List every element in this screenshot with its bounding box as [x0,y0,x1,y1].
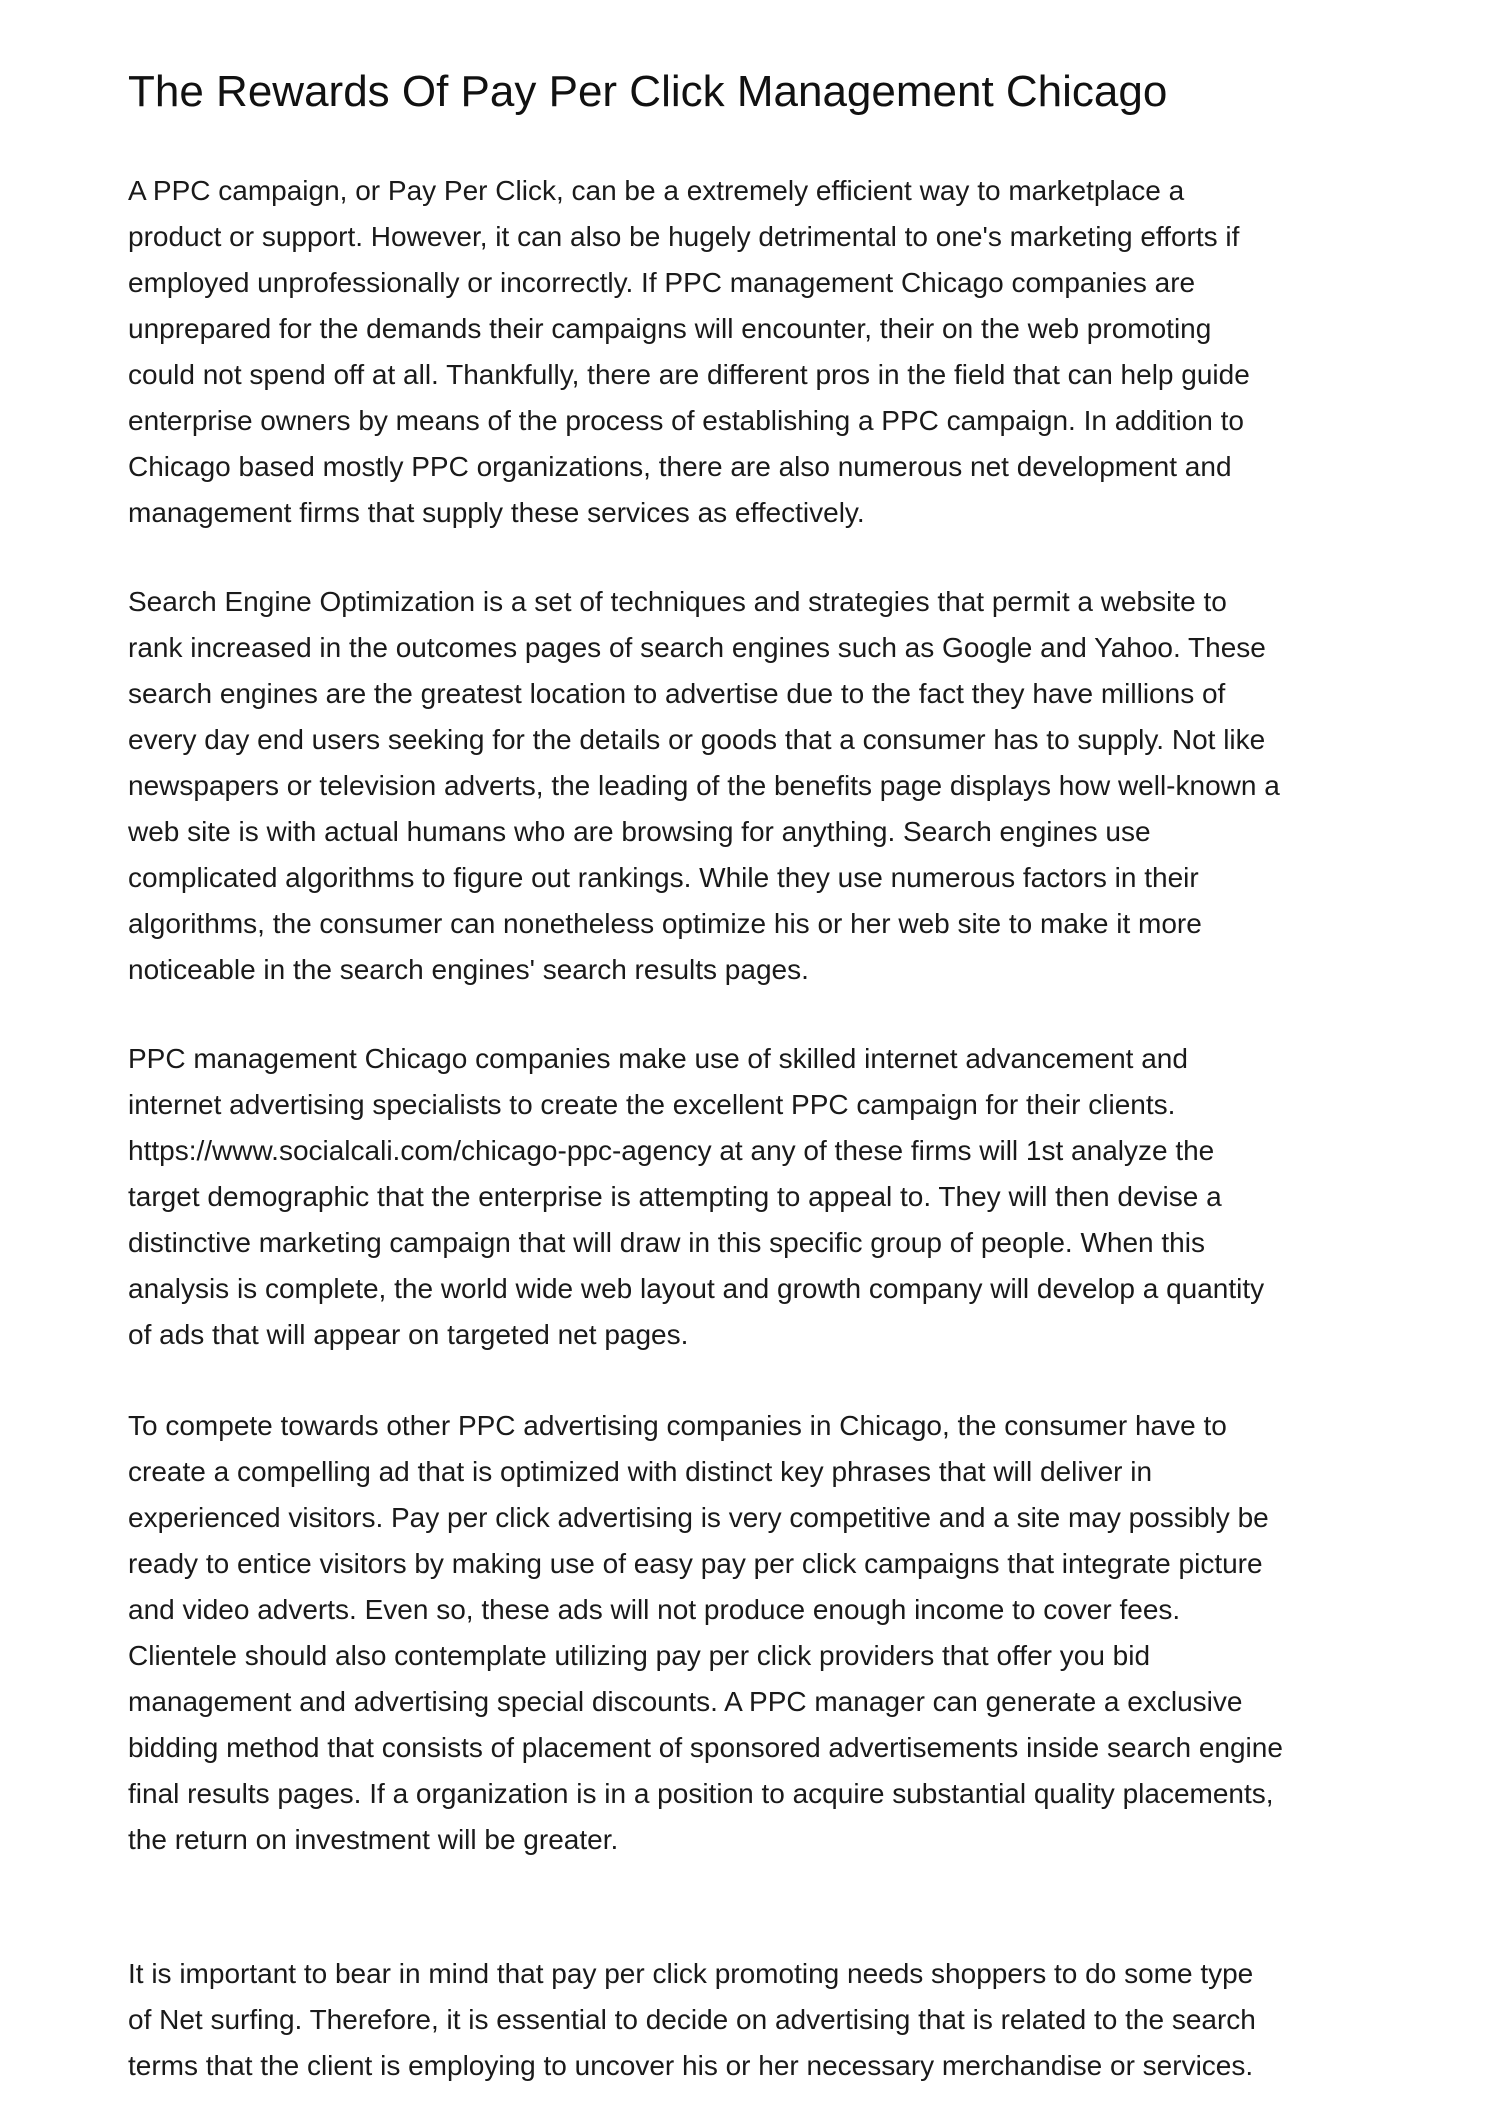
paragraph-line: internet advertising specialists to create the excellent PPC campaign for their clients. [128,1089,1176,1120]
paragraph-line: complicated algorithms to figure out rankings. While they use numerous factors in their [128,862,1199,893]
paragraph-line: unprepared for the demands their campaigns will encounter, their on the web promoting [128,313,1212,344]
paragraph-line: every day end users seeking for the details or goods that a consumer has to supply. Not like [128,724,1266,755]
paragraph-line: algorithms, the consumer can nonetheless optimize his or her web site to make it more [128,908,1202,939]
paragraph-line: It is important to bear in mind that pay per click promoting needs shoppers to do some type [128,1958,1254,1989]
paragraph-line: Clientele should also contemplate utilizing pay per click providers that offer you bid [128,1640,1151,1671]
paragraph-line: rank increased in the outcomes pages of search engines such as Google and Yahoo. These [128,632,1266,663]
paragraph-line: search engines are the greatest location to advertise due to the fact they have millions of [128,678,1226,709]
paragraph-line: distinctive marketing campaign that will draw in this specific group of people. When this [128,1227,1205,1258]
paragraph-line: target demographic that the enterprise is attempting to appeal to. They will then devise a [128,1181,1222,1212]
paragraph-line: terms that the client is employing to uncover his or her necessary merchandise or services. [128,2050,1254,2081]
paragraph-3 [128,1036,1388,1358]
paragraph-line: enterprise owners by means of the process of establishing a PPC campaign. In addition to [128,405,1244,436]
paragraph-line: experienced visitors. Pay per click advertising is very competitive and a site may possibly be [128,1502,1269,1533]
paragraph-line: management firms that supply these services as effectively. [128,497,865,528]
paragraph-1 [128,168,1388,536]
paragraph-line: the return on investment will be greater. [128,1824,619,1855]
paragraph-line: of Net surfing. Therefore, it is essential to decide on advertising that is related to the search [128,2004,1256,2035]
paragraph-line: A PPC campaign, or Pay Per Click, can be a extremely efficient way to marketplace a [128,175,1185,206]
paragraph-2 [128,579,1388,993]
paragraph-line: product or support. However, it can also be hugely detrimental to one's marketing efforts if [128,221,1240,252]
paragraph-line: analysis is complete, the world wide web layout and growth company will develop a quantity [128,1273,1265,1304]
paragraph-line: To compete towards other PPC advertising companies in Chicago, the consumer have to [128,1410,1227,1441]
paragraph-line: Search Engine Optimization is a set of techniques and strategies that permit a website to [128,586,1227,617]
paragraph-line: bidding method that consists of placement of sponsored advertisements inside search engine [128,1732,1283,1763]
paragraph-line: create a compelling ad that is optimized with distinct key phrases that will deliver in [128,1456,1153,1487]
paragraph-line: could not spend off at all. Thankfully, there are different pros in the field that can help guide [128,359,1250,390]
paragraph-line: ready to entice visitors by making use of easy pay per click campaigns that integrate picture [128,1548,1263,1579]
paragraph-5 [128,1951,1388,2089]
paragraph-line: Chicago based mostly PPC organizations, there are also numerous net development and [128,451,1232,482]
page-title: The Rewards Of Pay Per Click Management Chicago [128,67,1168,116]
paragraph-line: noticeable in the search engines' search results pages. [128,954,809,985]
paragraph-4 [128,1403,1388,1863]
paragraph-line: newspapers or television adverts, the leading of the benefits page displays how well-known a [128,770,1280,801]
paragraph-line: employed unprofessionally or incorrectly. If PPC management Chicago companies are [128,267,1196,298]
paragraph-line: https://www.socialcali.com/chicago-ppc-agency at any of these firms will 1st analyze the [128,1135,1215,1166]
paragraph-line: of ads that will appear on targeted net pages. [128,1319,689,1350]
paragraph-line: management and advertising special discounts. A PPC manager can generate a exclusive [128,1686,1243,1717]
paragraph-line: web site is with actual humans who are browsing for anything. Search engines use [128,816,1151,847]
paragraph-line: PPC management Chicago companies make use of skilled internet advancement and [128,1043,1188,1074]
paragraph-line: and video adverts. Even so, these ads will not produce enough income to cover fees. [128,1594,1181,1625]
paragraph-line: final results pages. If a organization is in a position to acquire substantial quality placements, [128,1778,1274,1809]
